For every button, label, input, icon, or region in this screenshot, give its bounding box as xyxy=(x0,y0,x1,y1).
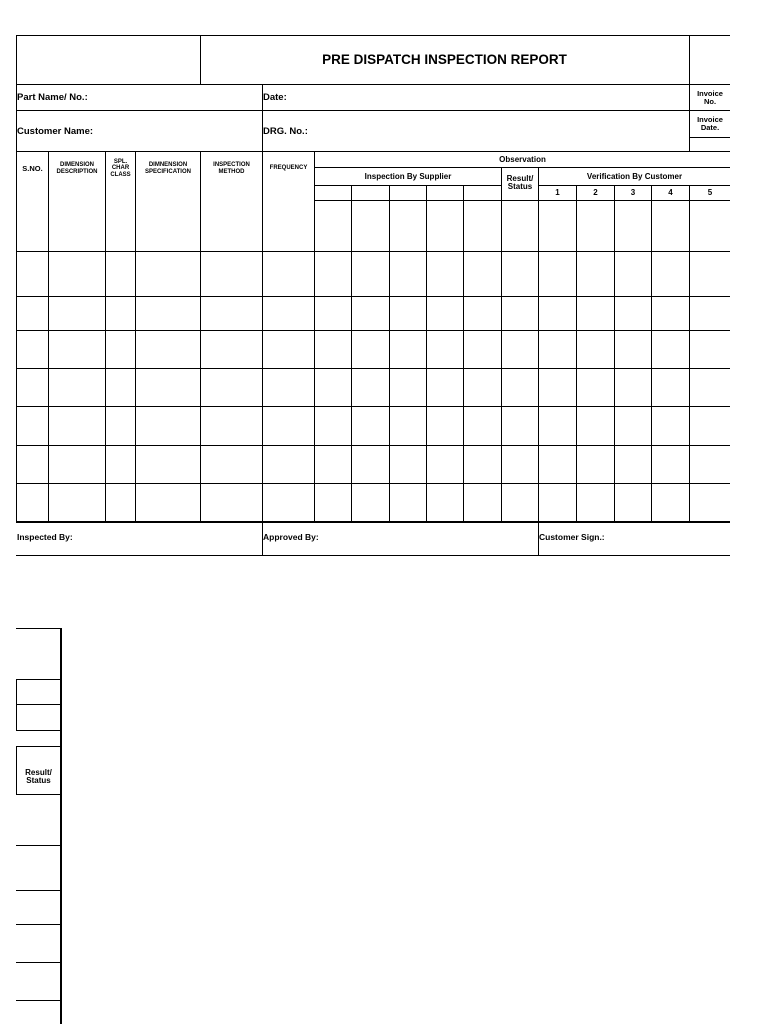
col-line-result-left xyxy=(501,167,502,522)
page2-line-top xyxy=(16,628,61,629)
customer-name-label: Customer Name: xyxy=(17,126,94,137)
col-line-ver-2 xyxy=(614,185,615,522)
col-header-spl-char-class: SPL. CHAR CLASS xyxy=(110,158,131,178)
report-title: PRE DISPATCH INSPECTION REPORT xyxy=(322,51,567,67)
page2-row-line-4 xyxy=(16,962,61,963)
col-line-ver-4 xyxy=(689,185,690,522)
invoice-date-label: Invoice Date. xyxy=(697,114,723,132)
row-line-2 xyxy=(16,296,730,297)
col-line-sno xyxy=(48,151,49,522)
table-bottom-line xyxy=(16,521,730,523)
line-below-supplier xyxy=(314,185,501,186)
approved-by-label: Approved By: xyxy=(263,532,319,542)
col-line-sup-4 xyxy=(463,185,464,522)
verification-number-2: 2 xyxy=(593,188,598,197)
part-name-label: Part Name/ No.: xyxy=(17,92,88,103)
col-line-spec xyxy=(200,151,201,522)
col-line-result-right xyxy=(538,167,539,522)
col-header-observation: Observation xyxy=(499,154,546,164)
row-line-1 xyxy=(16,251,730,252)
line-below-title xyxy=(16,84,730,85)
col-header-verification-by-customer: Verification By Customer xyxy=(586,171,683,181)
page2-result-status: Result/ Status xyxy=(25,767,52,785)
page2-line-3 xyxy=(16,730,61,731)
row-line-6 xyxy=(16,445,730,446)
page2-row-line-2 xyxy=(16,890,61,891)
col-header-result-status: Result/ Status xyxy=(506,173,534,191)
customer-sign-label: Customer Sign.: xyxy=(539,532,605,542)
col-line-sup-3 xyxy=(426,185,427,522)
col-line-spl xyxy=(135,151,136,522)
row-line-3 xyxy=(16,330,730,331)
verification-number-5: 5 xyxy=(707,188,713,197)
col-line-method xyxy=(262,151,263,522)
page2-left-border-a xyxy=(16,679,17,731)
row-line-7 xyxy=(16,483,730,484)
line-below-invoice-date xyxy=(689,137,730,138)
row-line-4 xyxy=(16,368,730,369)
border-left xyxy=(16,35,17,522)
verification-number-1: 1 xyxy=(555,188,560,197)
inspected-by-label: Inspected By: xyxy=(17,532,73,542)
line-below-numbers xyxy=(314,200,730,201)
col-line-ver-1 xyxy=(576,185,577,522)
date-label: Date: xyxy=(263,92,287,103)
col-header-sno: S.NO. xyxy=(22,163,43,173)
line-below-partname xyxy=(16,110,730,111)
col-header-frequency: FREQUENCY xyxy=(269,165,308,172)
col-line-ver-3 xyxy=(651,185,652,522)
drg-no-label: DRG. No.: xyxy=(263,126,308,137)
footer-bottom-line xyxy=(16,555,730,556)
col-header-inspection-by-supplier: Inspection By Supplier xyxy=(364,171,452,181)
col-header-dimension-specification: DIMNENSION SPECIFICATION xyxy=(145,161,191,175)
invoice-no-label: Invoice No. xyxy=(697,88,723,106)
page2-line-2 xyxy=(16,704,61,705)
col-line-sup-1 xyxy=(351,185,352,522)
col-line-desc xyxy=(105,151,106,522)
col-header-dimension-description: DIMENSION DESCRIPTION xyxy=(56,161,98,175)
page2-line-4 xyxy=(16,746,61,747)
col-header-inspection-method: INSPECTION METHOD xyxy=(213,161,250,175)
col-line-frequency xyxy=(314,151,315,522)
page2-line-1 xyxy=(16,679,61,680)
page2-row-line-3 xyxy=(16,924,61,925)
verification-number-4: 4 xyxy=(668,188,673,197)
page2-row-line-1 xyxy=(16,845,61,846)
page2-line-5 xyxy=(16,794,61,795)
verification-number-3: 3 xyxy=(630,188,636,197)
col-line-sup-2 xyxy=(389,185,390,522)
page2-right-border xyxy=(60,628,62,1024)
page2-row-line-5 xyxy=(16,1000,61,1001)
row-line-5 xyxy=(16,406,730,407)
